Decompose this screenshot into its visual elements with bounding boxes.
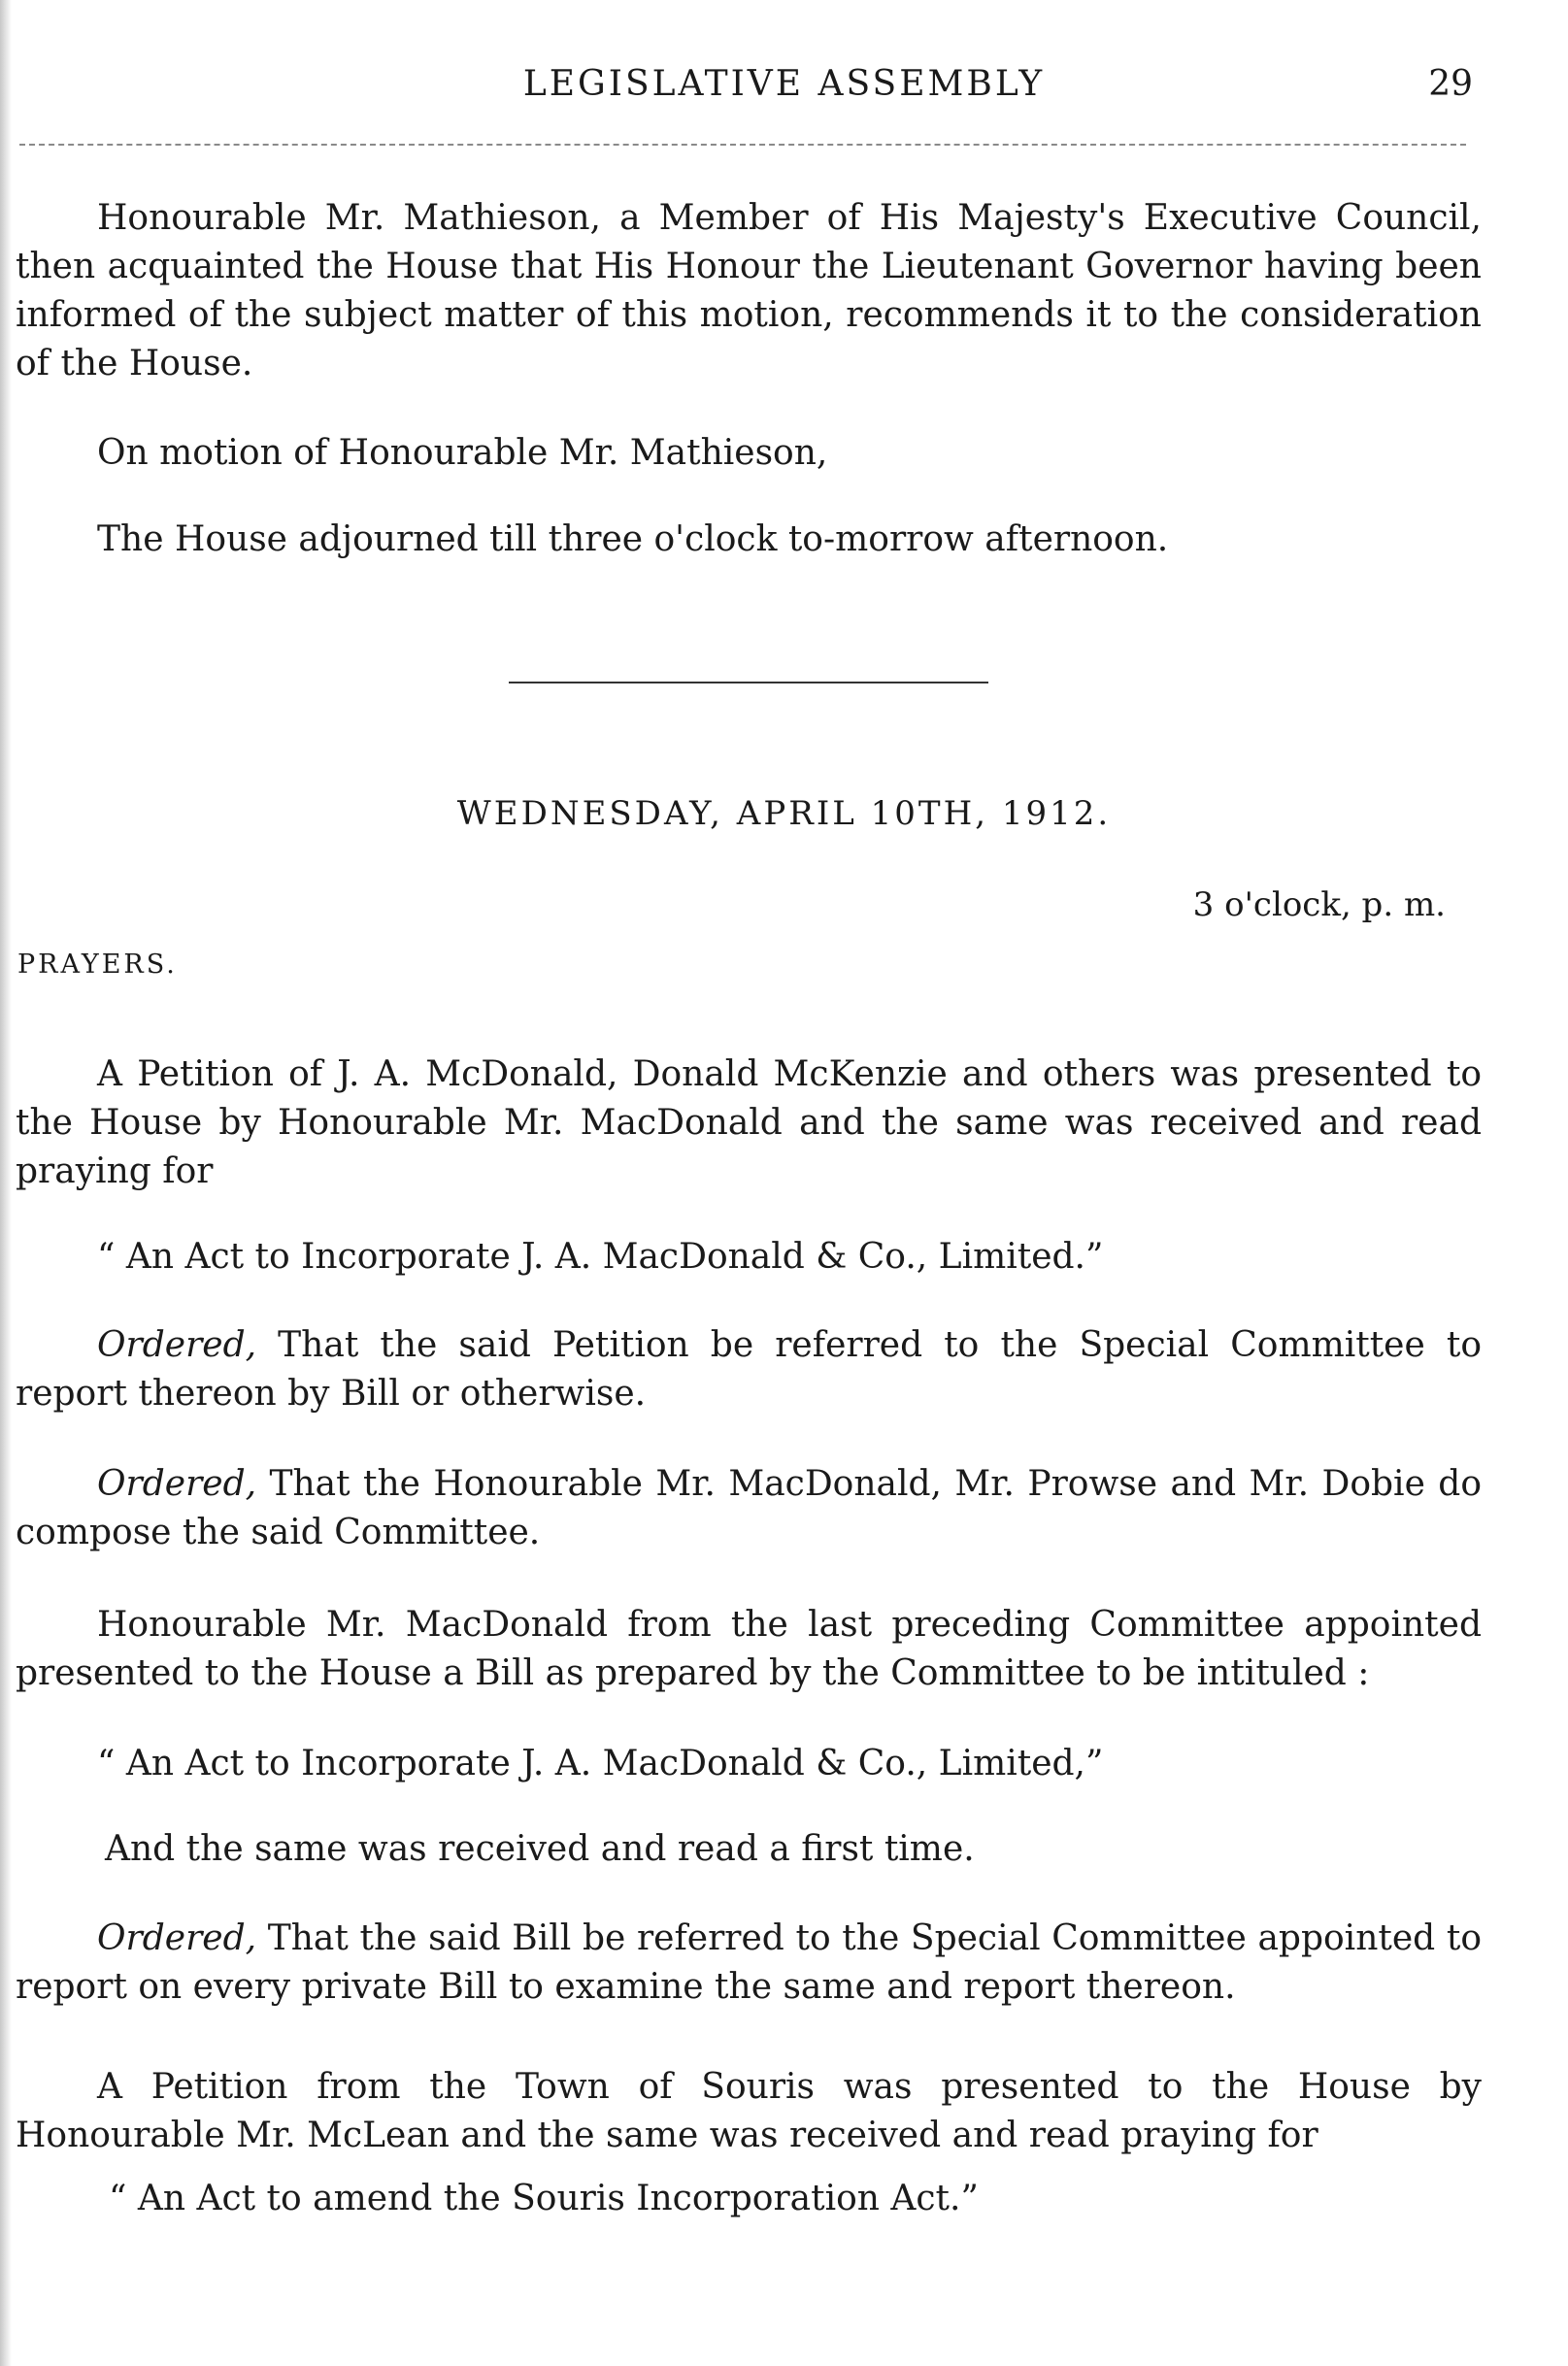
- ordered-text: That the said Bill be referred to the Special Committee appointed to report on every private Bill to examine the same and report thereon.: [16, 1918, 1482, 2007]
- paragraph-motion: On motion of Honourable Mr. Mathieson,: [97, 433, 828, 473]
- paragraph-ordered-compose-committee: [16, 1460, 1482, 1557]
- ordered-text: That the Honourable Mr. MacDonald, Mr. Prowse and Mr. Dobie do compose the said Committee.: [16, 1464, 1482, 1552]
- paragraph-committee-report: Honourable Mr. MacDonald from the last preceding Committee appointed presented to the House a Bill as prepared by the Committee to be intituled :: [16, 1605, 1482, 1693]
- sitting-date: WEDNESDAY, APRIL 10TH, 1912.: [456, 794, 1112, 833]
- ordered-text: That the said Petition be referred to the Special Committee to report thereon by Bill or otherwise.: [16, 1325, 1482, 1414]
- act-title-1: “ An Act to Incorporate J. A. MacDonald & Co., Limited.”: [97, 1237, 1104, 1277]
- paragraph-petition-souris: A Petition from the Town of Souris was presented to the House by Honourable Mr. McLean and the same was received and read praying for: [16, 2067, 1482, 2155]
- ordered-label: Ordered,: [97, 1918, 257, 1958]
- act-title-2: “ An Act to Incorporate J. A. MacDonald & Co., Limited,”: [97, 1744, 1104, 1783]
- ordered-label: Ordered,: [97, 1325, 257, 1365]
- paragraph-ordered-refer-bill: [16, 1915, 1482, 2012]
- paragraph-ordered-refer-petition: [16, 1321, 1482, 1418]
- ordered-label: Ordered,: [97, 1464, 257, 1504]
- paragraph-petition-mcdonald: A Petition of J. A. McDonald, Donald McKenzie and others was presented to the House by Honourable Mr. MacDonald and the same was received and read praying for: [16, 1054, 1482, 1191]
- sitting-time: 3 o'clock, p. m.: [1192, 885, 1446, 924]
- section-separator: [509, 682, 988, 683]
- paragraph-first-reading: And the same was received and read a first time.: [105, 1829, 975, 1869]
- scan-edge-shadow: [0, 0, 12, 2366]
- prayers-label: PRAYERS.: [17, 950, 178, 980]
- header-title: LEGISLATIVE ASSEMBLY: [522, 64, 1046, 104]
- header-rule: [19, 144, 1466, 146]
- paragraph-adjourned: The House adjourned till three o'clock to-morrow afternoon.: [97, 519, 1169, 559]
- running-header: [0, 64, 1568, 113]
- paragraph-executive-council: Honourable Mr. Mathieson, a Member of His Majesty's Executive Council, then acquainted the House that His Honour the Lieutenant Governor having been informed of the subject matter of this motion, recommends it to the consideration of the House.: [16, 198, 1482, 383]
- page-number: 29: [1428, 64, 1473, 104]
- act-title-3: “ An Act to amend the Souris Incorporation Act.”: [109, 2179, 979, 2218]
